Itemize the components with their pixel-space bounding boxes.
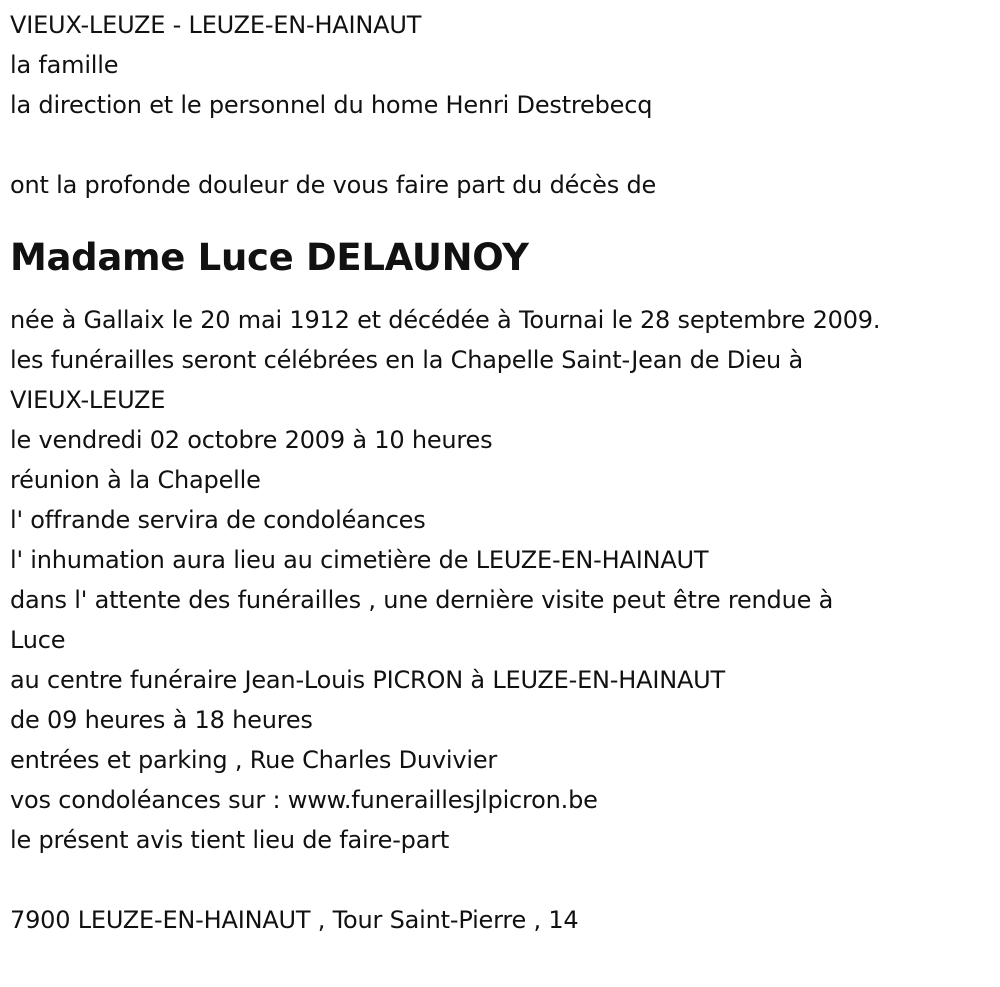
detail-line: VIEUX-LEUZE [10,386,166,414]
announcement-line: ont la profonde douleur de vous faire part du décès de [10,171,657,199]
detail-line: le vendredi 02 octobre 2009 à 10 heures [10,426,493,454]
obituary-notice [10,5,990,940]
staff-line: la direction et le personnel du home Henri Destrebecq [10,91,653,119]
deceased-name: Madame Luce DELAUNOY [10,236,529,279]
detail-line: vos condoléances sur : www.funeraillesjlpicron.be [10,786,598,814]
detail-line: les funérailles seront célébrées en la Chapelle Saint-Jean de Dieu à [10,346,803,374]
detail-line: l' offrande servira de condoléances [10,506,426,534]
detail-line: de 09 heures à 18 heures [10,706,313,734]
detail-line: entrées et parking , Rue Charles Duvivier [10,746,498,774]
location-line: VIEUX-LEUZE - LEUZE-EN-HAINAUT [10,11,422,39]
blank-line [10,125,990,165]
detail-line: née à Gallaix le 20 mai 1912 et décédée à Tournai le 28 septembre 2009. [10,306,881,334]
detail-line: le présent avis tient lieu de faire-part [10,826,450,854]
family-line: la famille [10,51,119,79]
detail-line: Luce [10,626,66,654]
detail-line: l' inhumation aura lieu au cimetière de LEUZE-EN-HAINAUT [10,546,709,574]
detail-line: réunion à la Chapelle [10,466,261,494]
address-line: 7900 LEUZE-EN-HAINAUT , Tour Saint-Pierre , 14 [10,906,579,934]
blank-line [10,860,990,900]
detail-line: dans l' attente des funérailles , une dernière visite peut être rendue à [10,586,834,614]
detail-line: au centre funéraire Jean-Louis PICRON à LEUZE-EN-HAINAUT [10,666,725,694]
